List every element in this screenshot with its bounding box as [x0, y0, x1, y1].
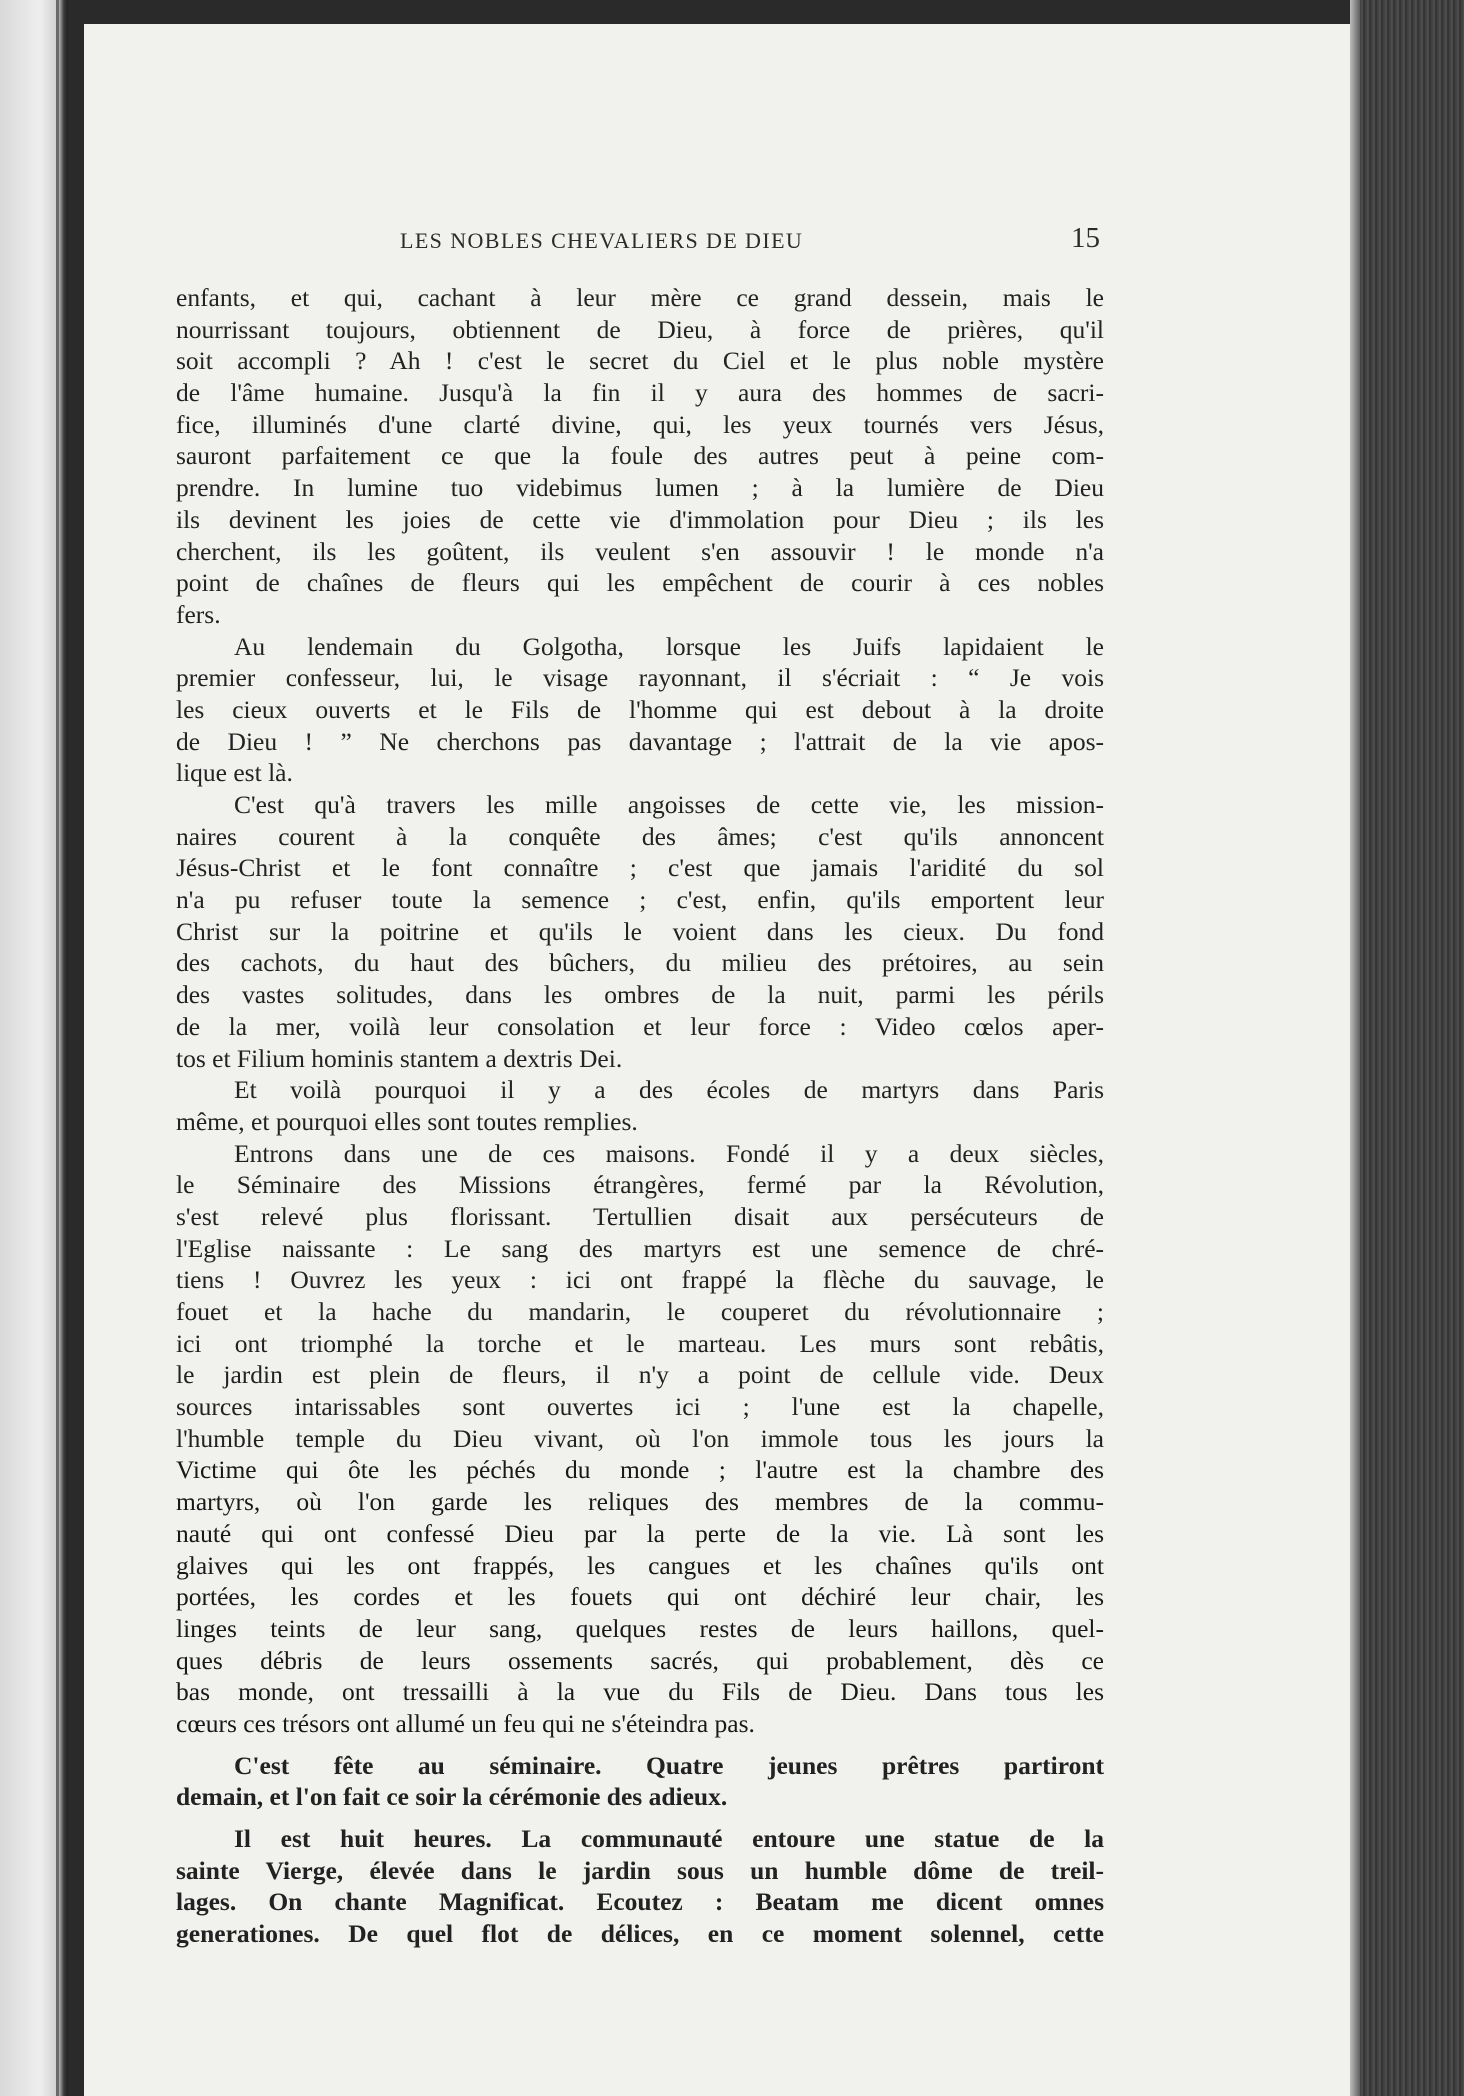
text-line: Christ sur la poitrine et qu'ils le voient dans les cieux. Du fond	[176, 916, 1104, 946]
text-line: soit accompli ? Ah ! c'est le secret du Ciel et le plus noble mystère	[176, 346, 1104, 376]
body-text	[176, 282, 1104, 1950]
text-line: ici ont triomphé la torche et le marteau. Les murs sont rebâtis,	[176, 1328, 1104, 1358]
text-line: linges teints de leur sang, quelques restes de leurs haillons, quel-	[176, 1613, 1104, 1643]
text-line: de l'âme humaine. Jusqu'à la fin il y aura des hommes de sacri-	[176, 378, 1104, 408]
text-line: tos et Filium hominis stantem a dextris Dei.	[176, 1043, 623, 1073]
text-line: cœurs ces trésors ont allumé un feu qui ne s'éteindra pas.	[176, 1708, 755, 1738]
text-line: Entrons dans une de ces maisons. Fondé il y a deux siècles,	[234, 1138, 1104, 1168]
text-line: enfants, et qui, cachant à leur mère ce grand dessein, mais le	[176, 283, 1104, 312]
text-line: sainte Vierge, élevée dans le jardin sous un humble dôme de treil-	[176, 1855, 1104, 1885]
text-line: naires courent à la conquête des âmes; c'est qu'ils annoncent	[176, 821, 1104, 851]
text-line: C'est fête au séminaire. Quatre jeunes prêtres partiront	[234, 1750, 1104, 1780]
page-gutter-line	[56, 0, 59, 2096]
text-line: premier confesseur, lui, le visage rayonnant, il s'écriait : “ Je vois	[176, 663, 1104, 693]
text-line: fice, illuminés d'une clarté divine, qui, les yeux tournés vers Jésus,	[176, 409, 1104, 439]
text-line: ils devinent les joies de cette vie d'immolation pour Dieu ; ils les	[176, 504, 1104, 534]
text-line: n'a pu refuser toute la semence ; c'est, enfin, qu'ils emportent leur	[176, 885, 1104, 915]
text-line: cherchent, ils les goûtent, ils veulent s'en assouvir ! le monde n'a	[176, 536, 1104, 566]
text-line: même, et pourquoi elles sont toutes remplies.	[176, 1106, 638, 1136]
text-line: point de chaînes de fleurs qui les empêchent de courir à ces nobles	[176, 568, 1104, 598]
text-line: C'est qu'à travers les mille angoisses de cette vie, les mission-	[234, 790, 1104, 819]
text-line: sauront parfaitement ce que la foule des autres peut à peine com-	[176, 441, 1104, 471]
text-line: le jardin est plein de fleurs, il n'y a point de cellule vide. Deux	[176, 1360, 1104, 1390]
text-line: des vastes solitudes, dans les ombres de la nuit, parmi les périls	[176, 980, 1104, 1010]
book-page-edges	[1360, 0, 1464, 2096]
text-line: lique est là.	[176, 758, 293, 788]
text-line: nourrissant toujours, obtiennent de Dieu, à force de prières, qu'il	[176, 314, 1104, 344]
text-line: fers.	[176, 599, 221, 629]
text-line: lages. On chante Magnificat. Ecoutez : Beatam me dicent omnes	[176, 1887, 1104, 1917]
text-line: Au lendemain du Golgotha, lorsque les Juifs lapidaient le	[234, 631, 1104, 661]
text-line: l'Eglise naissante : Le sang des martyrs est une semence de chré-	[176, 1233, 1104, 1263]
text-line: sources intarissables sont ouvertes ici ; l'une est la chapelle,	[176, 1392, 1104, 1422]
text-line: des cachots, du haut des bûchers, du milieu des prétoires, au sein	[176, 948, 1104, 978]
text-line: glaives qui les ont frappés, les cangues et les chaînes qu'ils ont	[176, 1550, 1104, 1580]
text-line: prendre. In lumine tuo videbimus lumen ; à la lumière de Dieu	[176, 473, 1104, 503]
running-title: LES NOBLES CHEVALIERS DE DIEU	[400, 228, 804, 253]
text-line: l'humble temple du Dieu vivant, où l'on immole tous les jours la	[176, 1423, 1104, 1453]
text-line: nauté qui ont confessé Dieu par la perte de la vie. Là sont les	[176, 1518, 1104, 1548]
text-line: ques débris de leurs ossements sacrés, qui probablement, dès ce	[176, 1645, 1104, 1675]
text-line: de la mer, voilà leur consolation et leur force : Video cœlos aper-	[176, 1011, 1104, 1041]
text-line: fouet et la hache du mandarin, le couperet du révolutionnaire ;	[176, 1297, 1104, 1326]
text-line: de Dieu ! ” Ne cherchons pas davantage ; l'attrait de la vie apos-	[176, 726, 1104, 756]
page-header	[180, 222, 1100, 262]
page-number: 15	[1071, 222, 1100, 254]
text-line: Victime qui ôte les péchés du monde ; l'autre est la chambre des	[176, 1455, 1104, 1485]
text-line: les cieux ouverts et le Fils de l'homme qui est debout à la droite	[176, 694, 1104, 724]
text-line: Il est huit heures. La communauté entoure une statue de la	[234, 1824, 1104, 1853]
text-line: generationes. De quel flot de délices, en ce moment solennel, cette	[176, 1919, 1104, 1949]
text-line: Jésus-Christ et le font connaître ; c'est que jamais l'aridité du sol	[176, 853, 1104, 883]
text-line: demain, et l'on fait ce soir la cérémonie des adieux.	[176, 1782, 728, 1812]
text-line: Et voilà pourquoi il y a des écoles de martyrs dans Paris	[234, 1075, 1104, 1105]
text-line: s'est relevé plus florissant. Tertullien disait aux persécuteurs de	[176, 1201, 1104, 1231]
text-line: portées, les cordes et les fouets qui ont déchiré leur chair, les	[176, 1582, 1104, 1612]
text-line: tiens ! Ouvrez les yeux : ici ont frappé la flèche du sauvage, le	[176, 1265, 1104, 1295]
text-line: bas monde, ont tressailli à la vue du Fils de Dieu. Dans tous les	[176, 1677, 1104, 1707]
text-line: le Séminaire des Missions étrangères, fermé par la Révolution,	[176, 1170, 1104, 1200]
text-line: martyrs, où l'on garde les reliques des membres de la commu-	[176, 1487, 1104, 1517]
